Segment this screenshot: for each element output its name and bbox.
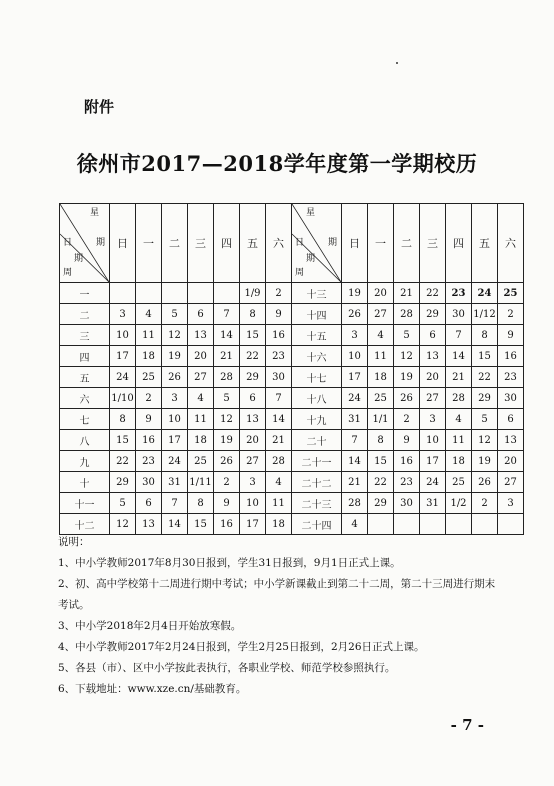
week-number-cell: 十一 bbox=[60, 493, 110, 514]
date-cell: 11 bbox=[136, 325, 162, 346]
note-line: 4、中小学教师2017年2月24日报到，学生2月25日报到，2月26日正式上课。 bbox=[58, 641, 425, 653]
date-cell: 12 bbox=[472, 430, 498, 451]
week-number-cell: 十 bbox=[60, 472, 110, 493]
note-line: 5、各县（市）、区中小学按此表执行，各职业学校、师范学校参照执行。 bbox=[58, 662, 396, 674]
week-number-cell: 七 bbox=[60, 409, 110, 430]
date-cell: 28 bbox=[342, 493, 368, 514]
date-cell: 27 bbox=[368, 304, 394, 325]
header-star: 星 bbox=[306, 208, 316, 218]
date-cell: 30 bbox=[394, 493, 420, 514]
date-cell: 18 bbox=[266, 514, 292, 535]
date-cell: 11 bbox=[368, 346, 394, 367]
notes-section bbox=[58, 532, 498, 700]
date-cell: 10 bbox=[110, 325, 136, 346]
date-cell: 5 bbox=[214, 388, 240, 409]
date-cell: 8 bbox=[368, 430, 394, 451]
note-line: 说明： bbox=[58, 536, 90, 548]
date-cell: 13 bbox=[420, 346, 446, 367]
week-row bbox=[60, 493, 524, 514]
date-cell: 25 bbox=[446, 472, 472, 493]
week-row bbox=[60, 409, 524, 430]
diagonal-header-cell bbox=[60, 204, 110, 283]
date-cell: 23 bbox=[136, 451, 162, 472]
date-cell: 4 bbox=[368, 325, 394, 346]
date-cell: 29 bbox=[110, 472, 136, 493]
week-number-cell: 十九 bbox=[292, 409, 342, 430]
date-cell: 30 bbox=[498, 388, 524, 409]
date-cell: 15 bbox=[110, 430, 136, 451]
day-header: 四 bbox=[214, 204, 240, 283]
date-cell: 3 bbox=[162, 388, 188, 409]
date-cell: 10 bbox=[420, 430, 446, 451]
date-cell: 13 bbox=[136, 514, 162, 535]
date-cell: 23 bbox=[394, 472, 420, 493]
date-cell: 19 bbox=[394, 367, 420, 388]
date-cell: 15 bbox=[368, 451, 394, 472]
date-cell: 26 bbox=[162, 367, 188, 388]
date-cell bbox=[162, 283, 188, 304]
week-row bbox=[60, 283, 524, 304]
date-cell: 6 bbox=[498, 409, 524, 430]
date-cell: 1/11 bbox=[188, 472, 214, 493]
week-number-cell: 十二 bbox=[60, 514, 110, 535]
date-cell: 5 bbox=[472, 409, 498, 430]
date-cell: 15 bbox=[472, 346, 498, 367]
date-cell: 21 bbox=[446, 367, 472, 388]
date-cell: 26 bbox=[214, 451, 240, 472]
date-cell: 25 bbox=[368, 388, 394, 409]
date-cell: 4 bbox=[446, 409, 472, 430]
date-cell: 7 bbox=[214, 304, 240, 325]
date-cell: 4 bbox=[342, 514, 368, 535]
date-cell: 19 bbox=[214, 430, 240, 451]
day-header: 六 bbox=[266, 204, 292, 283]
week-row bbox=[60, 451, 524, 472]
date-cell: 10 bbox=[162, 409, 188, 430]
date-cell: 26 bbox=[472, 472, 498, 493]
date-cell: 1/12 bbox=[472, 304, 498, 325]
date-cell: 31 bbox=[162, 472, 188, 493]
date-cell: 2 bbox=[136, 388, 162, 409]
date-cell: 20 bbox=[240, 430, 266, 451]
date-cell: 18 bbox=[446, 451, 472, 472]
date-cell: 16 bbox=[136, 430, 162, 451]
date-cell: 17 bbox=[110, 346, 136, 367]
week-row bbox=[60, 367, 524, 388]
date-cell: 14 bbox=[446, 346, 472, 367]
week-row bbox=[60, 346, 524, 367]
date-cell: 29 bbox=[420, 304, 446, 325]
date-cell: 9 bbox=[498, 325, 524, 346]
date-cell: 13 bbox=[498, 430, 524, 451]
date-cell: 24 bbox=[110, 367, 136, 388]
date-cell: 22 bbox=[110, 451, 136, 472]
date-cell: 12 bbox=[394, 346, 420, 367]
header-star: 星 bbox=[90, 208, 100, 218]
page-number: - 7 - bbox=[450, 716, 484, 734]
date-cell: 13 bbox=[188, 325, 214, 346]
note-line: 1、中小学教师2017年8月30日报到，学生31日报到，9月1日正式上课。 bbox=[58, 557, 401, 569]
page-title: 徐州市2017—2018学年度第一学期校历 bbox=[76, 151, 478, 176]
date-cell: 1/1 bbox=[368, 409, 394, 430]
date-cell: 22 bbox=[472, 367, 498, 388]
date-cell: 8 bbox=[110, 409, 136, 430]
week-number-cell: 十三 bbox=[292, 283, 342, 304]
date-cell: 22 bbox=[240, 346, 266, 367]
day-header: 五 bbox=[472, 204, 498, 283]
date-cell: 21 bbox=[394, 283, 420, 304]
date-cell: 10 bbox=[240, 493, 266, 514]
date-cell: 3 bbox=[110, 304, 136, 325]
day-header: 一 bbox=[368, 204, 394, 283]
date-cell: 4 bbox=[188, 388, 214, 409]
date-cell: 19 bbox=[162, 346, 188, 367]
date-cell: 12 bbox=[214, 409, 240, 430]
calendar-table bbox=[59, 203, 524, 535]
date-cell: 6 bbox=[420, 325, 446, 346]
date-cell: 16 bbox=[266, 325, 292, 346]
date-cell: 20 bbox=[188, 346, 214, 367]
date-cell: 21 bbox=[214, 346, 240, 367]
date-cell: 21 bbox=[342, 472, 368, 493]
scan-mark bbox=[396, 62, 398, 64]
date-cell: 1/2 bbox=[446, 493, 472, 514]
date-cell: 14 bbox=[342, 451, 368, 472]
date-cell: 30 bbox=[446, 304, 472, 325]
header-qi2: 期 bbox=[74, 254, 84, 264]
date-cell: 5 bbox=[162, 304, 188, 325]
note-line: 3、中小学2018年2月4日开始放寒假。 bbox=[58, 620, 242, 632]
header-qi: 期 bbox=[328, 238, 338, 248]
day-header: 二 bbox=[162, 204, 188, 283]
date-cell bbox=[498, 514, 524, 535]
date-cell: 3 bbox=[420, 409, 446, 430]
week-row bbox=[60, 472, 524, 493]
day-header: 二 bbox=[394, 204, 420, 283]
date-cell: 27 bbox=[240, 451, 266, 472]
date-cell: 4 bbox=[266, 472, 292, 493]
week-number-cell: 六 bbox=[60, 388, 110, 409]
week-row bbox=[60, 388, 524, 409]
day-header: 一 bbox=[136, 204, 162, 283]
diagonal-header-cell bbox=[292, 204, 342, 283]
date-cell: 24 bbox=[472, 283, 498, 304]
day-header: 四 bbox=[446, 204, 472, 283]
day-header: 日 bbox=[110, 204, 136, 283]
date-cell: 8 bbox=[188, 493, 214, 514]
date-cell: 8 bbox=[472, 325, 498, 346]
date-cell: 28 bbox=[394, 304, 420, 325]
week-number-cell: 八 bbox=[60, 430, 110, 451]
header-qi2: 期 bbox=[306, 254, 316, 264]
date-cell: 27 bbox=[188, 367, 214, 388]
date-cell: 15 bbox=[188, 514, 214, 535]
date-cell: 1/9 bbox=[240, 283, 266, 304]
date-cell: 24 bbox=[162, 451, 188, 472]
date-cell: 30 bbox=[266, 367, 292, 388]
note-line: 2、初、高中学校第十二周进行期中考试；中小学新课截止到第二十二周，第二十三周进行期末考试。 bbox=[58, 578, 496, 611]
date-cell: 14 bbox=[214, 325, 240, 346]
date-cell: 16 bbox=[214, 514, 240, 535]
date-cell: 5 bbox=[110, 493, 136, 514]
date-cell: 25 bbox=[498, 283, 524, 304]
date-cell: 13 bbox=[240, 409, 266, 430]
date-cell: 5 bbox=[394, 325, 420, 346]
week-number-cell: 二十一 bbox=[292, 451, 342, 472]
day-header: 五 bbox=[240, 204, 266, 283]
date-cell: 7 bbox=[446, 325, 472, 346]
date-cell: 17 bbox=[240, 514, 266, 535]
week-number-cell: 十四 bbox=[292, 304, 342, 325]
header-qi: 期 bbox=[96, 238, 106, 248]
header-row bbox=[60, 204, 524, 283]
date-cell: 1/10 bbox=[110, 388, 136, 409]
date-cell: 28 bbox=[214, 367, 240, 388]
week-number-cell: 九 bbox=[60, 451, 110, 472]
date-cell: 28 bbox=[446, 388, 472, 409]
date-cell: 28 bbox=[266, 451, 292, 472]
week-number-cell: 五 bbox=[60, 367, 110, 388]
date-cell: 29 bbox=[368, 493, 394, 514]
date-cell: 20 bbox=[368, 283, 394, 304]
date-cell: 2 bbox=[394, 409, 420, 430]
week-number-cell: 二十四 bbox=[292, 514, 342, 535]
week-number-cell: 十六 bbox=[292, 346, 342, 367]
date-cell bbox=[136, 283, 162, 304]
week-row bbox=[60, 325, 524, 346]
date-cell: 9 bbox=[266, 304, 292, 325]
week-number-cell: 十七 bbox=[292, 367, 342, 388]
date-cell: 26 bbox=[342, 304, 368, 325]
date-cell: 11 bbox=[188, 409, 214, 430]
week-number-cell: 二十 bbox=[292, 430, 342, 451]
date-cell: 7 bbox=[342, 430, 368, 451]
date-cell: 8 bbox=[240, 304, 266, 325]
date-cell: 22 bbox=[368, 472, 394, 493]
date-cell: 31 bbox=[420, 493, 446, 514]
date-cell: 10 bbox=[342, 346, 368, 367]
date-cell: 12 bbox=[162, 325, 188, 346]
date-cell: 3 bbox=[342, 325, 368, 346]
date-cell bbox=[214, 283, 240, 304]
date-cell: 12 bbox=[110, 514, 136, 535]
date-cell: 6 bbox=[240, 388, 266, 409]
date-cell: 2 bbox=[472, 493, 498, 514]
week-number-cell: 三 bbox=[60, 325, 110, 346]
date-cell: 23 bbox=[266, 346, 292, 367]
date-cell: 25 bbox=[188, 451, 214, 472]
date-cell: 9 bbox=[136, 409, 162, 430]
date-cell: 6 bbox=[136, 493, 162, 514]
date-cell: 2 bbox=[498, 304, 524, 325]
date-cell: 22 bbox=[420, 283, 446, 304]
week-number-cell: 十八 bbox=[292, 388, 342, 409]
day-header: 三 bbox=[420, 204, 446, 283]
date-cell: 6 bbox=[188, 304, 214, 325]
header-zhou: 周 bbox=[63, 268, 73, 278]
header-ri: 日 bbox=[295, 238, 305, 248]
date-cell: 15 bbox=[240, 325, 266, 346]
week-number-cell: 二十三 bbox=[292, 493, 342, 514]
date-cell: 9 bbox=[394, 430, 420, 451]
date-cell: 3 bbox=[240, 472, 266, 493]
attachment-label: 附件 bbox=[84, 98, 115, 116]
date-cell: 26 bbox=[394, 388, 420, 409]
date-cell: 19 bbox=[472, 451, 498, 472]
date-cell: 2 bbox=[266, 283, 292, 304]
date-cell: 20 bbox=[420, 367, 446, 388]
note-line: 6、下载地址：www.xze.cn/基础教育。 bbox=[58, 683, 247, 695]
date-cell bbox=[110, 283, 136, 304]
date-cell bbox=[188, 283, 214, 304]
date-cell: 29 bbox=[472, 388, 498, 409]
date-cell: 7 bbox=[162, 493, 188, 514]
date-cell: 18 bbox=[136, 346, 162, 367]
date-cell: 4 bbox=[136, 304, 162, 325]
day-header: 日 bbox=[342, 204, 368, 283]
date-cell: 16 bbox=[498, 346, 524, 367]
week-number-cell: 二 bbox=[60, 304, 110, 325]
date-cell: 18 bbox=[188, 430, 214, 451]
date-cell: 23 bbox=[498, 367, 524, 388]
date-cell: 2 bbox=[214, 472, 240, 493]
header-ri: 日 bbox=[63, 238, 73, 248]
header-zhou: 周 bbox=[295, 268, 305, 278]
date-cell: 30 bbox=[136, 472, 162, 493]
date-cell: 11 bbox=[446, 430, 472, 451]
day-header: 三 bbox=[188, 204, 214, 283]
week-number-cell: 二十二 bbox=[292, 472, 342, 493]
date-cell: 14 bbox=[162, 514, 188, 535]
date-cell: 17 bbox=[162, 430, 188, 451]
date-cell: 29 bbox=[240, 367, 266, 388]
date-cell: 16 bbox=[394, 451, 420, 472]
date-cell: 17 bbox=[342, 367, 368, 388]
date-cell: 27 bbox=[420, 388, 446, 409]
date-cell: 3 bbox=[498, 493, 524, 514]
week-row bbox=[60, 430, 524, 451]
date-cell: 14 bbox=[266, 409, 292, 430]
date-cell: 23 bbox=[446, 283, 472, 304]
date-cell: 19 bbox=[342, 283, 368, 304]
date-cell: 24 bbox=[342, 388, 368, 409]
date-cell: 27 bbox=[498, 472, 524, 493]
week-number-cell: 一 bbox=[60, 283, 110, 304]
date-cell: 17 bbox=[420, 451, 446, 472]
date-cell: 7 bbox=[266, 388, 292, 409]
date-cell: 9 bbox=[214, 493, 240, 514]
date-cell: 18 bbox=[368, 367, 394, 388]
week-number-cell: 四 bbox=[60, 346, 110, 367]
day-header: 六 bbox=[498, 204, 524, 283]
date-cell: 25 bbox=[136, 367, 162, 388]
date-cell: 20 bbox=[498, 451, 524, 472]
week-number-cell: 十五 bbox=[292, 325, 342, 346]
date-cell: 11 bbox=[266, 493, 292, 514]
date-cell: 21 bbox=[266, 430, 292, 451]
week-row bbox=[60, 304, 524, 325]
date-cell: 31 bbox=[342, 409, 368, 430]
date-cell: 24 bbox=[420, 472, 446, 493]
